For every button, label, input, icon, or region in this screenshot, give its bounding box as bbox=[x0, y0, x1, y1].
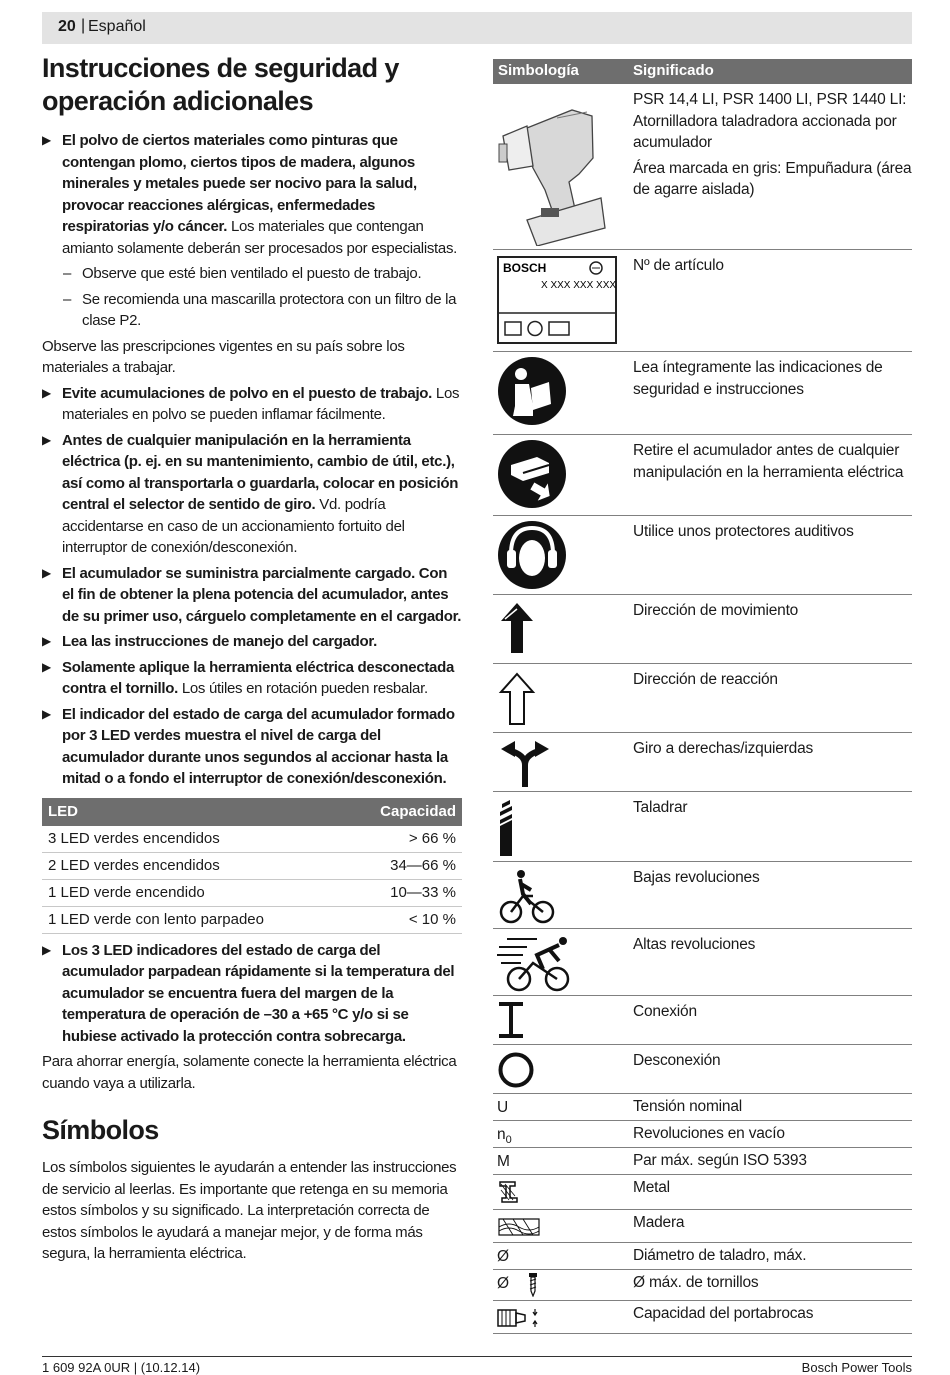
on-icon bbox=[499, 1002, 523, 1045]
symbol-meaning: Lea íntegramente las indicaciones de seguridad e instrucciones bbox=[633, 359, 883, 398]
movement-direction-icon bbox=[497, 599, 537, 666]
symbol-row bbox=[493, 1243, 912, 1270]
nameplate-icon bbox=[497, 256, 617, 351]
safety-item-bold: El indicador del estado de carga del acumulador formado por 3 LED verdes muestra el nivel de carga del acumulador durante unos segundos al accionar hasta la mitad o a fondo el interruptor de conexión/desconexión. bbox=[62, 705, 455, 787]
symbol-row bbox=[493, 1301, 912, 1334]
safety-item bbox=[42, 383, 462, 426]
safety-item bbox=[42, 563, 462, 628]
symbol-row bbox=[493, 84, 912, 250]
dash-item: – Se recomienda una mascarilla protectora con un filtro de la clase P2. bbox=[42, 289, 462, 332]
symbol-row bbox=[493, 664, 912, 733]
safety-item bbox=[42, 940, 462, 1048]
symbols-title: Símbolos bbox=[42, 1115, 159, 1145]
symbol-row bbox=[493, 1045, 912, 1094]
symbol-meaning: Utilice unos protectores auditivos bbox=[633, 523, 854, 540]
symbol-n: n bbox=[497, 1126, 506, 1143]
led-capacity-table bbox=[42, 798, 462, 934]
table-header-row bbox=[42, 798, 462, 826]
metal-icon bbox=[497, 1180, 521, 1211]
symbol-row bbox=[493, 1121, 912, 1148]
dash-item: – Observe que esté bien ventilado el puesto de trabajo. bbox=[42, 263, 462, 285]
meaning-line: Área marcada en gris: Empuñadura (área de agarre aislada) bbox=[633, 159, 912, 198]
symbol-meaning: Taladrar bbox=[633, 799, 688, 816]
symbol-meaning: Capacidad del portabrocas bbox=[633, 1305, 814, 1322]
safety-item-text: Vd. podría accidentarse en caso de un accionamiento fortuito del interruptor de conexión/desconexión. bbox=[62, 496, 405, 556]
header-language: Español bbox=[88, 18, 146, 35]
page-header bbox=[42, 12, 912, 44]
symbol-text: Ø bbox=[497, 1248, 510, 1265]
symbol-meaning: Tensión nominal bbox=[633, 1098, 743, 1115]
symbol-text: U bbox=[497, 1099, 509, 1116]
reaction-direction-icon bbox=[497, 668, 537, 735]
symbols-table-header bbox=[493, 59, 912, 84]
symbol-meaning: Altas revoluciones bbox=[633, 936, 756, 953]
symbol-meaning: Bajas revoluciones bbox=[633, 869, 760, 886]
safety-item-bold: Lea las instrucciones de manejo del cargador. bbox=[62, 633, 377, 650]
safety-item-bold: Los 3 LED indicadores del estado de carga del acumulador parpadean rápidamente si la temperatura del acumulador se encuentra fuera del margen de la temperatura de operación de –30 a +65 °C y/o si se hubiese activado la protección contra sobrecarga. bbox=[62, 941, 455, 1045]
table-row bbox=[42, 879, 462, 906]
capacity-cell: > 66 % bbox=[345, 826, 462, 853]
safety-item-text: Los útiles en rotación pueden resbalar. bbox=[177, 680, 428, 697]
symbol-row bbox=[493, 435, 912, 516]
rotation-direction-icon bbox=[497, 737, 553, 796]
symbols-table bbox=[493, 59, 912, 1334]
symbol-row bbox=[493, 929, 912, 996]
symbol-text: M bbox=[497, 1153, 510, 1170]
symbol-row bbox=[493, 733, 912, 792]
led-cell: 3 LED verdes encendidos bbox=[42, 826, 345, 853]
off-icon bbox=[497, 1051, 535, 1096]
ear-protection-icon bbox=[497, 520, 567, 597]
meaning-line: PSR 14,4 LI, PSR 1400 LI, PSR 1440 LI: Atornilladora taladradora accionada por acumulador bbox=[633, 91, 907, 151]
table-row bbox=[42, 852, 462, 879]
section-title: Instrucciones de seguridad y operación adicionales bbox=[42, 53, 399, 116]
high-speed-cyclist-icon bbox=[497, 933, 577, 1000]
left-column bbox=[42, 52, 462, 1269]
led-cell: 2 LED verdes encendidos bbox=[42, 852, 345, 879]
symbol-meaning: Nº de artículo bbox=[633, 257, 724, 274]
header-separator: | bbox=[81, 17, 86, 34]
symbol-row bbox=[493, 1094, 912, 1121]
symbol-row bbox=[493, 516, 912, 595]
capacity-cell: < 10 % bbox=[345, 906, 462, 933]
safety-item-text: Los materiales en polvo se pueden inflamar fácilmente. bbox=[62, 384, 460, 423]
nameplate-brand: BOSCH bbox=[503, 261, 547, 275]
safety-item-bold: El acumulador se suministra parcialmente cargado. Con el fin de obtener la plena potencia del acumulador, antes de su primer uso, cárguelo completamente en el cargador. bbox=[62, 564, 462, 625]
paragraph: Para ahorrar energía, solamente conecte la herramienta eléctrica cuando vaya a utilizarla. bbox=[42, 1053, 457, 1092]
symbol-row bbox=[493, 996, 912, 1045]
table-header-capacity: Capacidad bbox=[345, 798, 462, 826]
symbol-meaning: Par máx. según ISO 5393 bbox=[633, 1152, 807, 1169]
symbol-meaning: Dirección de reacción bbox=[633, 671, 778, 688]
symbol-meaning: Retire el acumulador antes de cualquier manipulación en la herramienta eléctrica bbox=[633, 442, 904, 481]
symbol-meaning: Madera bbox=[633, 1214, 685, 1231]
safety-item bbox=[42, 430, 462, 559]
footer-doc-number: 1 609 92A 0UR | (10.12.14) bbox=[42, 1360, 201, 1375]
drill-bit-icon bbox=[497, 796, 517, 865]
footer-brand: Bosch Power Tools bbox=[801, 1360, 912, 1375]
symbol-row bbox=[493, 862, 912, 929]
drill-icon bbox=[497, 88, 609, 253]
symbols-intro: Los símbolos siguientes le ayudarán a entender las instrucciones de servicio al leerlas. Es importante que retenga en su memoria estos símbolos y su significado. La interpretación correcta de estos símbolos le ayudará a manejar mejor, y de forma más segura, la herramienta eléctrica. bbox=[42, 1159, 457, 1262]
safety-item-bold: Solamente aplique la herramienta eléctrica desconectada contra el tornillo. bbox=[62, 658, 455, 697]
symbol-text: Ø bbox=[497, 1275, 510, 1292]
safety-item-bold: Antes de cualquier manipulación en la herramienta eléctrica (p. ej. en su mantenimiento, cambio de útil, etc.), así como al transportarla o guardarla, colocar en posición central el selector de sentido de giro. bbox=[62, 431, 459, 513]
symbol-row bbox=[493, 352, 912, 435]
wood-icon bbox=[497, 1215, 541, 1244]
symbol-row bbox=[493, 1148, 912, 1175]
table-row bbox=[42, 906, 462, 933]
symbol-row bbox=[493, 792, 912, 862]
table-row bbox=[42, 826, 462, 853]
chuck-capacity-icon bbox=[497, 1307, 543, 1336]
low-speed-cyclist-icon bbox=[497, 866, 557, 931]
symbol-row bbox=[493, 1210, 912, 1243]
symbol-meaning: Diámetro de taladro, máx. bbox=[633, 1247, 807, 1264]
symbol-row bbox=[493, 250, 912, 352]
nameplate-number: X XXX XXX XXX bbox=[541, 280, 617, 291]
capacity-cell: 10—33 % bbox=[345, 879, 462, 906]
symbol-row bbox=[493, 1270, 912, 1301]
symbol-meaning: Ø máx. de tornillos bbox=[633, 1274, 759, 1291]
symbol-meaning: Revoluciones en vacío bbox=[633, 1125, 785, 1142]
symbol-meaning: Conexión bbox=[633, 1003, 697, 1020]
symbol-meaning: Dirección de movimiento bbox=[633, 602, 799, 619]
safety-item-bold: El polvo de ciertos materiales como pinturas que contengan plomo, ciertos tipos de madera, algunos minerales y metales puede ser nocivo para la salud, provocar reacciones alérgicas, enfermedades respiratorias y/o cáncer. bbox=[62, 132, 417, 235]
led-cell: 1 LED verde encendido bbox=[42, 879, 345, 906]
safety-item-text: Los materiales que contengan amianto solamente deberán ser procesados por especialistas. bbox=[62, 218, 458, 257]
page-number: 20 bbox=[58, 18, 76, 35]
led-cell: 1 LED verde con lento parpadeo bbox=[42, 906, 345, 933]
table-header-led: LED bbox=[42, 798, 345, 826]
symbol-meaning: Giro a derechas/izquierdas bbox=[633, 740, 814, 757]
remove-battery-icon bbox=[497, 439, 567, 516]
safety-item bbox=[42, 657, 462, 700]
capacity-cell: 34—66 % bbox=[345, 852, 462, 879]
header-meaning: Significado bbox=[633, 62, 714, 79]
symbol-row bbox=[493, 595, 912, 664]
symbol-row bbox=[493, 1175, 912, 1210]
symbol-meaning: Metal bbox=[633, 1179, 670, 1196]
safety-item-bold: Evite acumulaciones de polvo en el puesto de trabajo. bbox=[62, 384, 433, 402]
symbol-meaning bbox=[633, 89, 912, 205]
page-footer bbox=[42, 1356, 912, 1375]
header-symbology: Simbología bbox=[498, 62, 579, 79]
paragraph: Observe las prescripciones vigentes en su país sobre los materiales a trabajar. bbox=[42, 337, 405, 376]
safety-item bbox=[42, 130, 462, 259]
safety-item bbox=[42, 631, 462, 653]
symbol-subscript: 0 bbox=[505, 1134, 512, 1147]
symbol-meaning: Desconexión bbox=[633, 1052, 721, 1069]
screw-icon bbox=[527, 1273, 539, 1304]
read-manual-icon bbox=[497, 356, 567, 433]
safety-item bbox=[42, 704, 462, 790]
